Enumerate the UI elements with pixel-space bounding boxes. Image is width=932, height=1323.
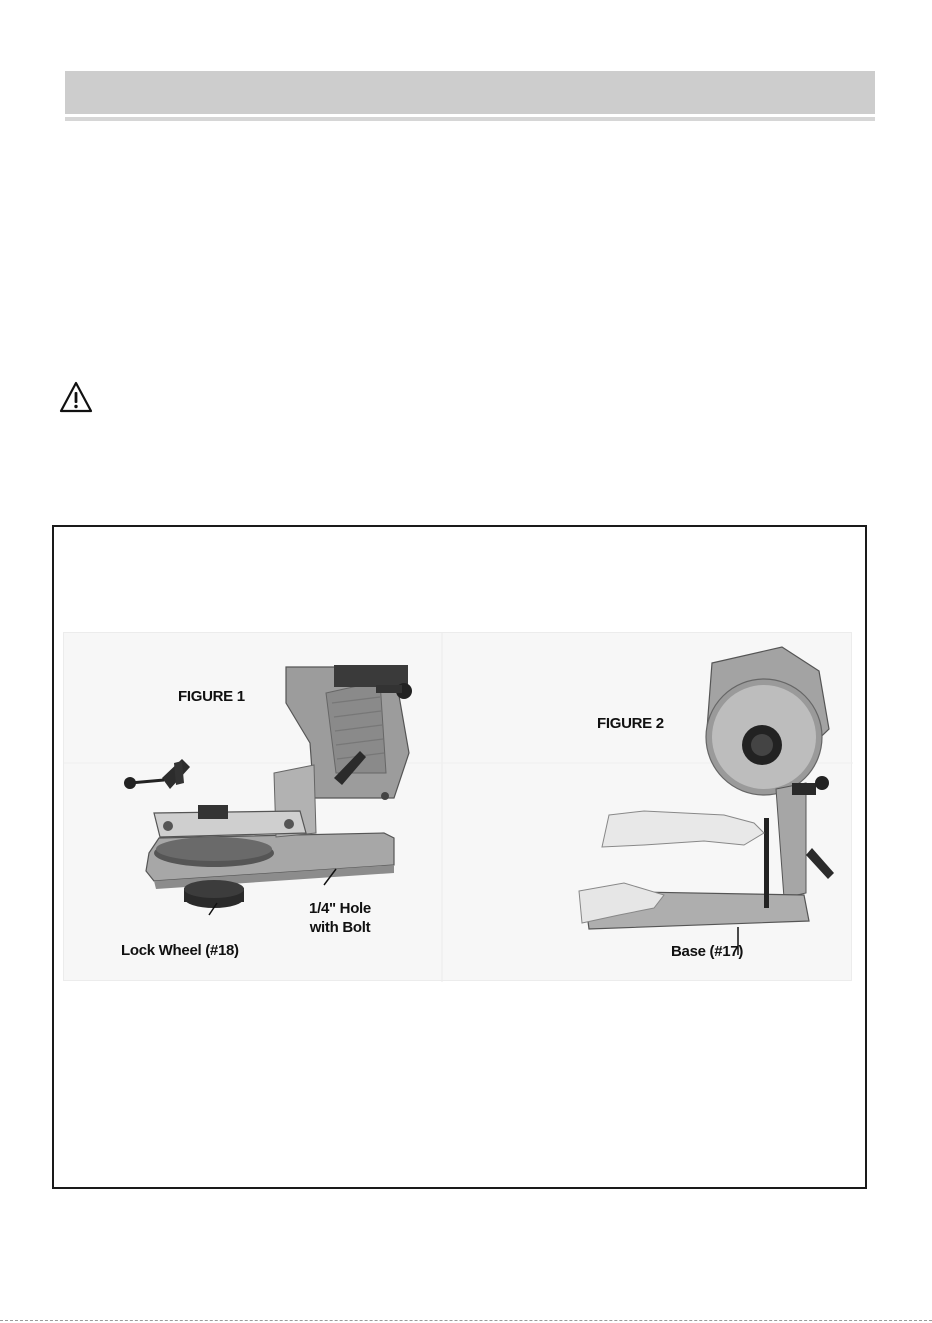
callout-lock-wheel: Lock Wheel (#18) <box>121 942 239 959</box>
callout-base: Base (#17) <box>671 943 744 960</box>
figures-illustration <box>64 633 853 982</box>
header-underline <box>65 117 875 121</box>
callout-hole-with-bolt <box>300 899 380 937</box>
figures-photo-panel <box>63 632 852 981</box>
warning-triangle-icon <box>58 380 94 414</box>
bottom-dashed-rule <box>0 1320 932 1321</box>
figure1-sharpener-drawing <box>124 665 412 915</box>
figure2-sharpener-drawing <box>579 647 834 955</box>
callout-hole-line1: 1/4" Hole <box>309 900 371 917</box>
figure2-title: FIGURE 2 <box>597 715 664 732</box>
callout-hole-line2: with Bolt <box>309 919 371 936</box>
section-header-bar <box>65 71 875 114</box>
figure1-title: FIGURE 1 <box>178 688 245 705</box>
